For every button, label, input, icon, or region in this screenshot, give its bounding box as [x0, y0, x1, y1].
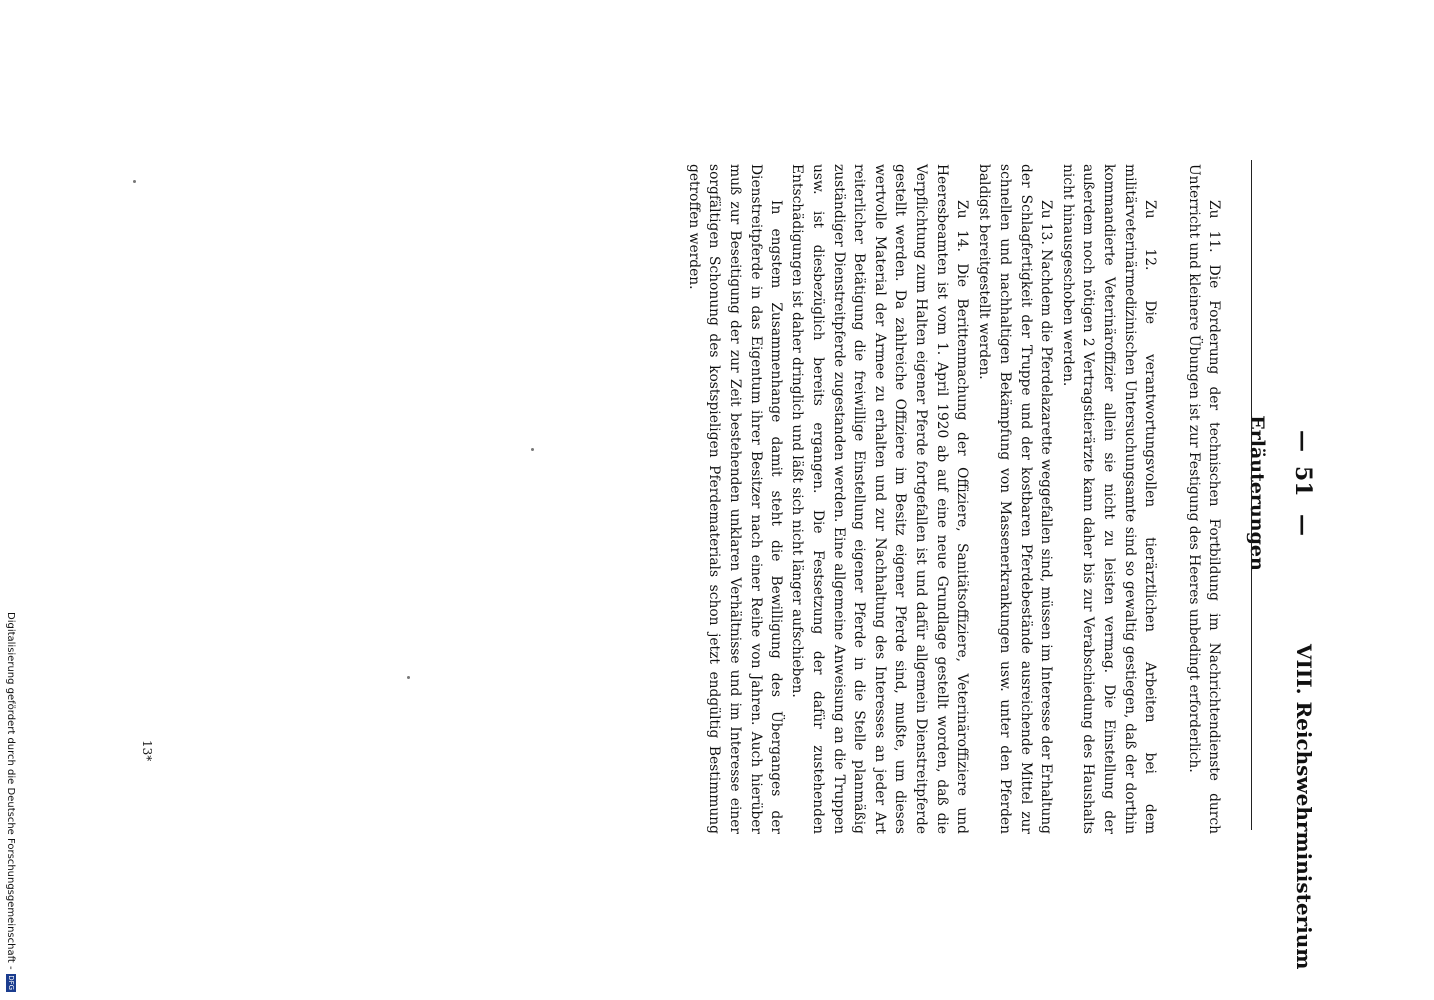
scan-speck: [133, 180, 136, 183]
paragraph-zu-12: Zu 12. Die verantwortungsvollen tierärztlichen Arbeiten bei dem militärveterinärmedizinischen Untersuchungsamte sind so gewaltig gestiegen, daß der dorthin kommandierte Veterinäroffizier allein sie nicht zu leisten vermag. Die Einstellung der außerdem noch nötigen 2 Vertragstierärzte kann daher bis zur Verabschiedung des Haushalts nicht hinausgeschoben werden.: [1059, 164, 1159, 834]
paragraph-continuation: In engstem Zusammenhange damit steht die Bewilligung des Überganges der Dienstreitpferde in das Eigentum ihrer Besitzer nach einer Reihe von Jahren. Auch hierüber muß zur Beseitigung der zur Zeit bestehenden unklaren Verhältnisse und im Interesse einer sorgfältigen Schonung des kostspieligen Pferdematerials schon jetzt endgültig Bestimmung getroffen werden.: [685, 164, 785, 834]
paragraph-zu-11: Zu 11. Die Forderung der technischen Fortbildung im Nachrichtendienste durch Unterricht und kleinere Übungen ist zur Festigung des Heeres unbedingt erforderlich.: [1185, 164, 1223, 834]
header-dash-right: —: [1290, 514, 1316, 536]
funding-note-text: Digitalisierung gefördert durch die Deutsche Forschungsgemeinschaft -: [5, 612, 16, 970]
paragraph-zu-13: Zu 13. Nachdem die Pferdelazarette weggefallen sind, müssen im Interesse der Erhaltung der Schlagfertigkeit der Truppe und der kostbaren Pferdebestände ausreichende Mittel zur schnellen und nachhaltigen Bekämpfung von Massenerkrankungen usw. unter den Pferden baldigst bereitgestellt werden.: [976, 164, 1055, 834]
scan-speck: [407, 676, 410, 679]
page-number: 51: [1290, 466, 1316, 497]
chapter-title: VIII. Reichswehrministerium: [1292, 644, 1316, 970]
section-title: Erläuterungen: [1246, 415, 1268, 571]
paragraph-zu-14: Zu 14. Die Berittenmachung der Offiziere, Sanitätsoffiziere, Veterinäroffiziere und Heeresbeamten ist vom 1. April 1920 ab auf eine neue Grundlage gestellt worden, daß die Verpflichtung zum Halten eigener Pferde fortgefallen ist und dafür allgemein Dienstreitpferde gestellt werden. Da zahlreiche Offiziere im Besitz eigener Pferde sind, mußte, um dieses wertvolle Material der Armee zu erhalten und zur Nachhaltung des Interesses an jeder Art reiterlicher Betätigung die freiwillige Einstellung eigener Pferde in die Stelle planmäßig zuständiger Dienstreitpferde zugestanden werden. Eine allgemeine Anweisung an die Truppen usw. ist diesbezüglich bereits ergangen. Die Festsetzung der dafür zustehenden Entschädigungen ist daher dringlich und läßt sich nicht länger aufschieben.: [789, 164, 971, 834]
page-header: [1276, 148, 1316, 970]
footer-number: 13*: [140, 740, 154, 762]
dfg-logo: DFG: [7, 975, 15, 991]
scan-speck: [531, 448, 534, 451]
header-rule: [1251, 160, 1252, 830]
funding-note: [5, 612, 16, 992]
header-dash-left: —: [1290, 430, 1316, 452]
